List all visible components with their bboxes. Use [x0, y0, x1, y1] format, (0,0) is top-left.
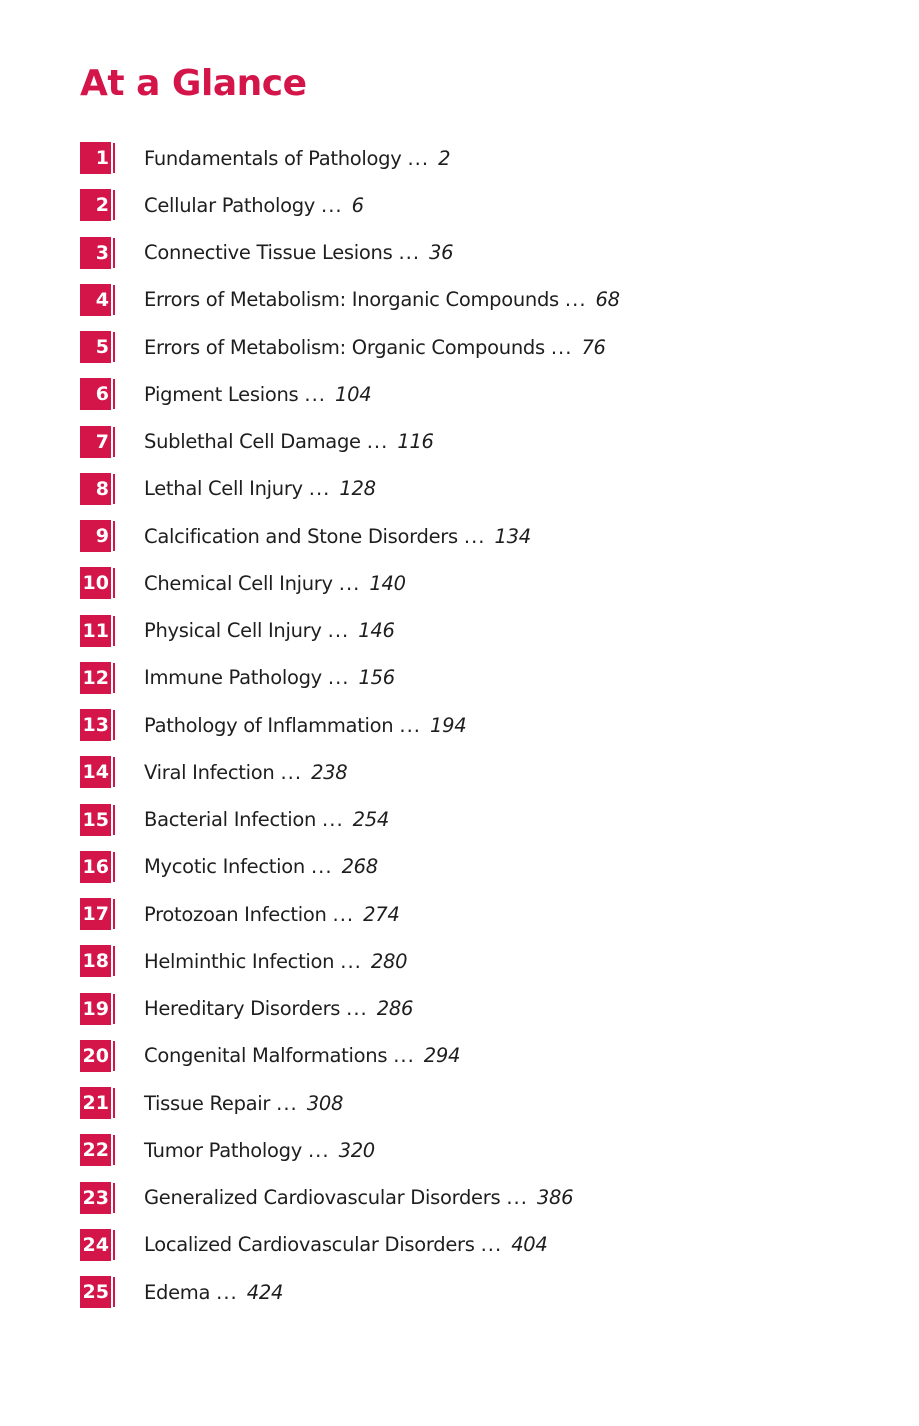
chapter-number-tab: 13 [80, 709, 111, 741]
chapter-entry [144, 945, 407, 977]
chapter-page-number: 68 [595, 288, 620, 312]
chapter-page-number: 404 [511, 1233, 548, 1257]
toc-entry[interactable] [80, 473, 620, 520]
toc-entry[interactable] [80, 1134, 620, 1181]
leader-dots: ... [321, 193, 343, 217]
chapter-entry [144, 709, 466, 741]
toc-entry[interactable] [80, 1087, 620, 1134]
toc-entry[interactable] [80, 567, 620, 614]
chapter-page-number: 156 [358, 666, 395, 690]
chapter-number-tab: 10 [80, 567, 111, 599]
leader-dots: ... [280, 760, 303, 784]
table-of-contents [80, 142, 620, 1323]
chapter-number-tab: 11 [80, 615, 111, 647]
chapter-entry [144, 378, 371, 410]
chapter-entry [144, 284, 620, 316]
chapter-entry [144, 756, 347, 788]
chapter-page-number: 134 [494, 524, 531, 548]
chapter-page-number: 280 [370, 949, 408, 973]
toc-entry[interactable] [80, 756, 620, 803]
chapter-title: Connective Tissue Lesions [144, 241, 393, 264]
leader-dots: ... [327, 666, 350, 690]
chapter-number-tab: 1 [80, 142, 111, 174]
toc-entry[interactable] [80, 945, 620, 992]
chapter-page-number: 146 [358, 619, 395, 642]
chapter-title: Helminthic Infection [144, 949, 335, 973]
chapter-page-number: 268 [341, 855, 378, 879]
leader-dots: ... [399, 713, 421, 737]
toc-entry[interactable] [80, 851, 620, 898]
leader-dots: ... [308, 477, 331, 501]
toc-entry[interactable] [80, 662, 620, 709]
leader-dots: ... [322, 808, 344, 831]
leader-dots: ... [480, 1233, 503, 1257]
chapter-title: Tumor Pathology [144, 1138, 302, 1162]
chapter-entry [144, 804, 389, 836]
chapter-page-number: 194 [429, 713, 467, 737]
chapter-title: Sublethal Cell Damage [144, 430, 361, 453]
chapter-title: Bacterial Infection [144, 808, 317, 831]
leader-dots: ... [407, 146, 430, 170]
chapter-entry [144, 1087, 343, 1119]
chapter-title: Fundamentals of Pathology [144, 146, 402, 170]
chapter-number-tab: 5 [80, 331, 111, 363]
chapter-page-number: 424 [246, 1280, 284, 1304]
chapter-number-tab: 25 [80, 1276, 111, 1308]
chapter-page-number: 6 [351, 193, 364, 217]
chapter-number-tab: 18 [80, 945, 111, 977]
chapter-number-tab: 24 [80, 1229, 111, 1261]
toc-entry[interactable] [80, 426, 620, 473]
chapter-title: Physical Cell Injury [144, 619, 322, 642]
chapter-page-number: 238 [311, 760, 348, 784]
chapter-title: Congenital Malformations [144, 1044, 388, 1068]
leader-dots: ... [463, 524, 486, 548]
chapter-page-number: 128 [339, 477, 376, 501]
leader-dots: ... [564, 288, 587, 312]
leader-dots: ... [340, 949, 362, 973]
chapter-number-tab: 6 [80, 378, 111, 410]
chapter-page-number: 386 [536, 1186, 574, 1209]
leader-dots: ... [398, 241, 421, 264]
chapter-page-number: 36 [429, 241, 454, 264]
chapter-number-tab: 17 [80, 898, 111, 930]
leader-dots: ... [393, 1044, 415, 1068]
leader-dots: ... [310, 855, 333, 879]
toc-entry[interactable] [80, 993, 620, 1040]
chapter-title: Protozoan Infection [144, 902, 327, 926]
chapter-title: Tissue Repair [144, 1091, 271, 1115]
chapter-entry [144, 1276, 283, 1308]
leader-dots: ... [327, 619, 350, 642]
chapter-entry [144, 567, 406, 599]
chapter-page-number: 104 [334, 382, 372, 406]
chapter-title: Pigment Lesions [144, 382, 299, 406]
chapter-number-tab: 15 [80, 804, 111, 836]
toc-entry[interactable] [80, 1182, 620, 1229]
leader-dots: ... [346, 997, 368, 1020]
chapter-title: Pathology of Inflammation [144, 713, 394, 737]
chapter-entry [144, 237, 453, 269]
toc-entry[interactable] [80, 378, 620, 425]
chapter-title: Immune Pathology [144, 666, 322, 690]
chapter-entry [144, 331, 606, 363]
chapter-number-tab: 8 [80, 473, 111, 505]
toc-entry[interactable] [80, 237, 620, 284]
chapter-page-number: 2 [438, 146, 451, 170]
chapter-number-tab: 7 [80, 426, 111, 458]
toc-entry[interactable] [80, 615, 620, 662]
chapter-entry [144, 851, 378, 883]
toc-entry[interactable] [80, 709, 620, 756]
chapter-page-number: 140 [369, 571, 406, 595]
leader-dots: ... [276, 1091, 298, 1115]
chapter-entry [144, 615, 395, 647]
chapter-title: Cellular Pathology [144, 193, 316, 217]
chapter-entry [144, 1040, 460, 1072]
chapter-page-number: 76 [581, 335, 606, 359]
chapter-title: Errors of Metabolism: Inorganic Compounds [144, 288, 559, 312]
leader-dots: ... [307, 1138, 330, 1162]
chapter-title: Mycotic Infection [144, 855, 305, 879]
leader-dots: ... [338, 571, 361, 595]
toc-entry[interactable] [80, 1040, 620, 1087]
chapter-entry [144, 898, 399, 930]
chapter-number-tab: 14 [80, 756, 111, 788]
chapter-title: Chemical Cell Injury [144, 571, 333, 595]
chapter-title: Errors of Metabolism: Organic Compounds [144, 335, 545, 359]
chapter-number-tab: 4 [80, 284, 111, 316]
chapter-page-number: 308 [306, 1091, 344, 1115]
toc-entry[interactable] [80, 142, 620, 189]
chapter-entry [144, 993, 413, 1025]
chapter-title: Lethal Cell Injury [144, 477, 303, 501]
chapter-page-number: 274 [363, 902, 400, 926]
chapter-page-number: 254 [352, 808, 389, 831]
chapter-number-tab: 19 [80, 993, 111, 1025]
toc-entry[interactable] [80, 284, 620, 331]
leader-dots: ... [550, 335, 573, 359]
toc-entry[interactable] [80, 1276, 620, 1323]
chapter-title: Hereditary Disorders [144, 997, 341, 1020]
chapter-number-tab: 2 [80, 189, 111, 221]
chapter-number-tab: 21 [80, 1087, 111, 1119]
chapter-title: Localized Cardiovascular Disorders [144, 1233, 475, 1257]
chapter-entry [144, 1182, 573, 1214]
toc-entry[interactable] [80, 331, 620, 378]
leader-dots: ... [304, 382, 326, 406]
page-title: At a Glance [80, 63, 307, 104]
leader-dots: ... [332, 902, 355, 926]
toc-entry[interactable] [80, 1229, 620, 1276]
leader-dots: ... [216, 1280, 238, 1304]
chapter-entry [144, 142, 450, 174]
chapter-entry [144, 473, 376, 505]
chapter-page-number: 294 [423, 1044, 461, 1068]
chapter-entry [144, 520, 531, 552]
chapter-number-tab: 23 [80, 1182, 111, 1214]
chapter-entry [144, 426, 434, 458]
toc-entry[interactable] [80, 804, 620, 851]
chapter-title: Viral Infection [144, 760, 275, 784]
chapter-page-number: 116 [397, 430, 434, 453]
chapter-number-tab: 9 [80, 520, 111, 552]
chapter-number-tab: 12 [80, 662, 111, 694]
chapter-entry [144, 662, 395, 694]
chapter-title: Generalized Cardiovascular Disorders [144, 1186, 501, 1209]
chapter-entry [144, 1134, 375, 1166]
chapter-page-number: 320 [338, 1138, 375, 1162]
chapter-number-tab: 22 [80, 1134, 111, 1166]
chapter-page-number: 286 [376, 997, 414, 1020]
chapter-number-tab: 3 [80, 237, 111, 269]
toc-entry[interactable] [80, 898, 620, 945]
chapter-title: Edema [144, 1280, 211, 1304]
toc-entry[interactable] [80, 520, 620, 567]
leader-dots: ... [506, 1186, 528, 1209]
chapter-number-tab: 16 [80, 851, 111, 883]
chapter-entry [144, 189, 364, 221]
leader-dots: ... [366, 430, 389, 453]
chapter-entry [144, 1229, 548, 1261]
chapter-number-tab: 20 [80, 1040, 111, 1072]
chapter-title: Calcification and Stone Disorders [144, 524, 458, 548]
toc-entry[interactable] [80, 189, 620, 236]
